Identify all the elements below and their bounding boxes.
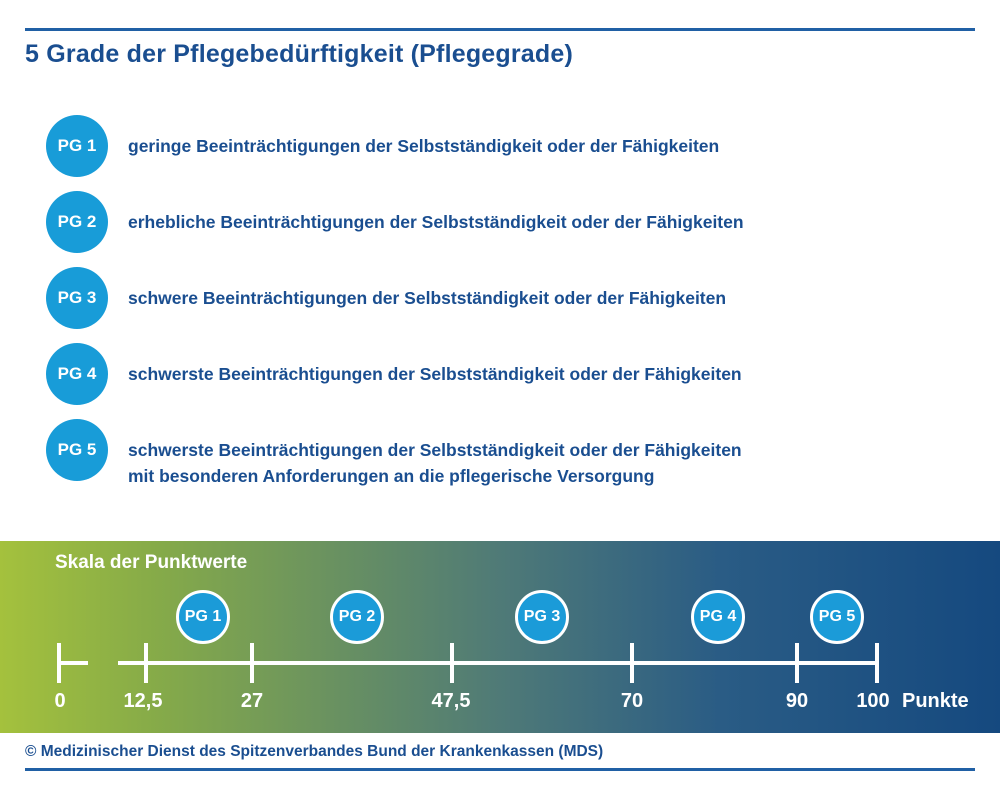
tick-label-90: 90 — [785, 690, 809, 712]
grade-row-pg5 — [0, 419, 1000, 486]
points-scale-band — [0, 541, 1000, 733]
scale-marker-pg4 — [691, 590, 745, 644]
pg5-description-line1: schwerste Beeinträchtigungen der Selbstständigkeit oder der Fähigkeiten — [128, 440, 742, 460]
grade-row-pg4 — [0, 343, 1000, 405]
tick-100 — [875, 643, 879, 683]
tick-0 — [57, 643, 61, 683]
scale-marker-pg3 — [515, 590, 569, 644]
scale-marker-pg3-label: PG 3 — [523, 608, 561, 625]
scale-axis-zero-stub — [59, 661, 88, 665]
pg5-description — [128, 437, 742, 489]
tick-90 — [795, 643, 799, 683]
pg2-description: erhebliche Beeinträchtigungen der Selbstständigkeit oder der Fähigkeiten — [128, 212, 744, 232]
scale-marker-pg2-label: PG 2 — [338, 608, 376, 625]
tick-12-5 — [144, 643, 148, 683]
pg1-description: geringe Beeinträchtigungen der Selbstständigkeit oder der Fähigkeiten — [128, 136, 720, 156]
pg3-description: schwere Beeinträchtigungen der Selbstständigkeit oder der Fähigkeiten — [128, 288, 727, 308]
pg5-badge — [46, 419, 108, 481]
pg3-badge — [46, 267, 108, 329]
scale-marker-pg5-label: PG 5 — [818, 608, 856, 625]
pg4-description: schwerste Beeinträchtigungen der Selbstständigkeit oder der Fähigkeiten — [128, 364, 742, 384]
pg2-badge-label: PG 2 — [57, 212, 97, 231]
pg4-badge — [46, 343, 108, 405]
copyright-text: © Medizinischer Dienst des Spitzenverbandes Bund der Krankenkassen (MDS) — [25, 743, 604, 760]
scale-marker-pg1-label: PG 1 — [184, 608, 222, 625]
scale-marker-pg4-label: PG 4 — [699, 608, 737, 625]
bottom-divider — [25, 768, 975, 771]
grade-row-pg1 — [0, 115, 1000, 177]
tick-70 — [630, 643, 634, 683]
grade-row-pg2 — [0, 191, 1000, 253]
scale-marker-pg1 — [176, 590, 230, 644]
pg1-badge — [46, 115, 108, 177]
pg5-description-line2: mit besonderen Anforderungen an die pflegerische Versorgung — [128, 466, 655, 486]
tick-label-12-5: 12,5 — [123, 690, 163, 712]
top-divider — [25, 28, 975, 31]
scale-marker-pg5 — [810, 590, 864, 644]
pg4-badge-label: PG 4 — [57, 364, 97, 383]
scale-heading: Skala der Punktwerte — [55, 552, 248, 573]
grade-row-pg3 — [0, 267, 1000, 329]
tick-47-5 — [450, 643, 454, 683]
scale-unit-label: Punkte — [902, 690, 969, 712]
tick-27 — [250, 643, 254, 683]
pg5-badge-label: PG 5 — [57, 440, 97, 459]
pg3-badge-label: PG 3 — [57, 288, 97, 307]
page-title: 5 Grade der Pflegebedürftigkeit (Pflegegrade) — [25, 40, 574, 68]
pg2-badge — [46, 191, 108, 253]
tick-label-27: 27 — [240, 690, 264, 712]
scale-marker-pg2 — [330, 590, 384, 644]
tick-label-47-5: 47,5 — [431, 690, 471, 712]
scale-axis-line — [118, 661, 877, 665]
pg1-badge-label: PG 1 — [57, 136, 97, 155]
tick-label-70: 70 — [620, 690, 644, 712]
tick-label-0: 0 — [54, 690, 66, 712]
tick-label-100: 100 — [856, 690, 890, 712]
